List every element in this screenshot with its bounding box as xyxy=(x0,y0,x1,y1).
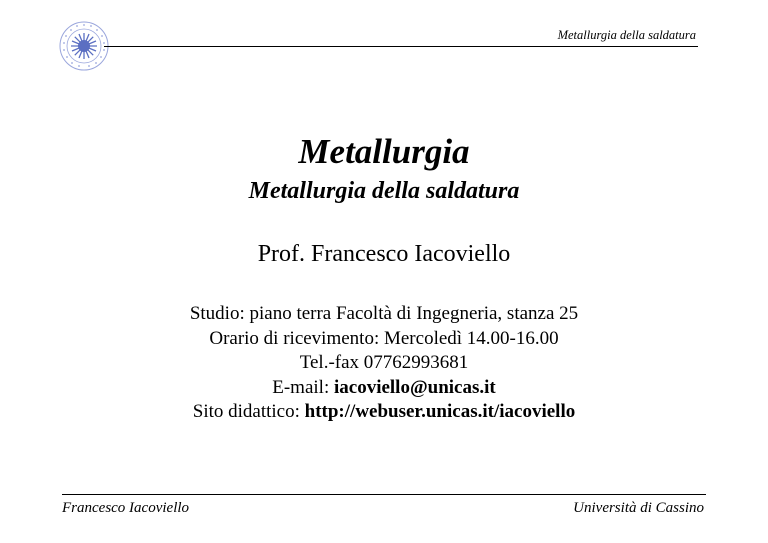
office-line: Studio: piano terra Facoltà di Ingegneria, stanza 25 xyxy=(189,303,579,324)
office-hours-line: Orario di ricevimento: Mercoledì 14.00-16.00 xyxy=(209,327,559,349)
email-line xyxy=(0,376,768,401)
university-seal-icon xyxy=(58,20,110,72)
website-line xyxy=(0,400,768,425)
slide-subtitle: Metallurgia della saldatura xyxy=(248,178,520,204)
footer-author: Francesco Iacoviello xyxy=(62,500,190,516)
phone-line: Tel.-fax 07762993681 xyxy=(299,352,469,373)
website-link[interactable]: http://webuser.unicas.it/iacoviello xyxy=(304,401,576,422)
author-name: Prof. Francesco Iacoviello xyxy=(257,241,511,267)
slide-title: Metallurgia xyxy=(298,132,470,171)
footer-divider xyxy=(62,494,706,495)
email-label: E-mail: xyxy=(272,376,334,398)
footer-university: Università di Cassino xyxy=(573,500,704,516)
header-divider xyxy=(104,46,698,47)
email-link[interactable]: iacoviello@unicas.it xyxy=(333,376,496,398)
website-label: Sito didattico: xyxy=(192,401,305,422)
contact-info xyxy=(0,302,768,425)
header-title: Metallurgia della saldatura xyxy=(557,28,696,42)
